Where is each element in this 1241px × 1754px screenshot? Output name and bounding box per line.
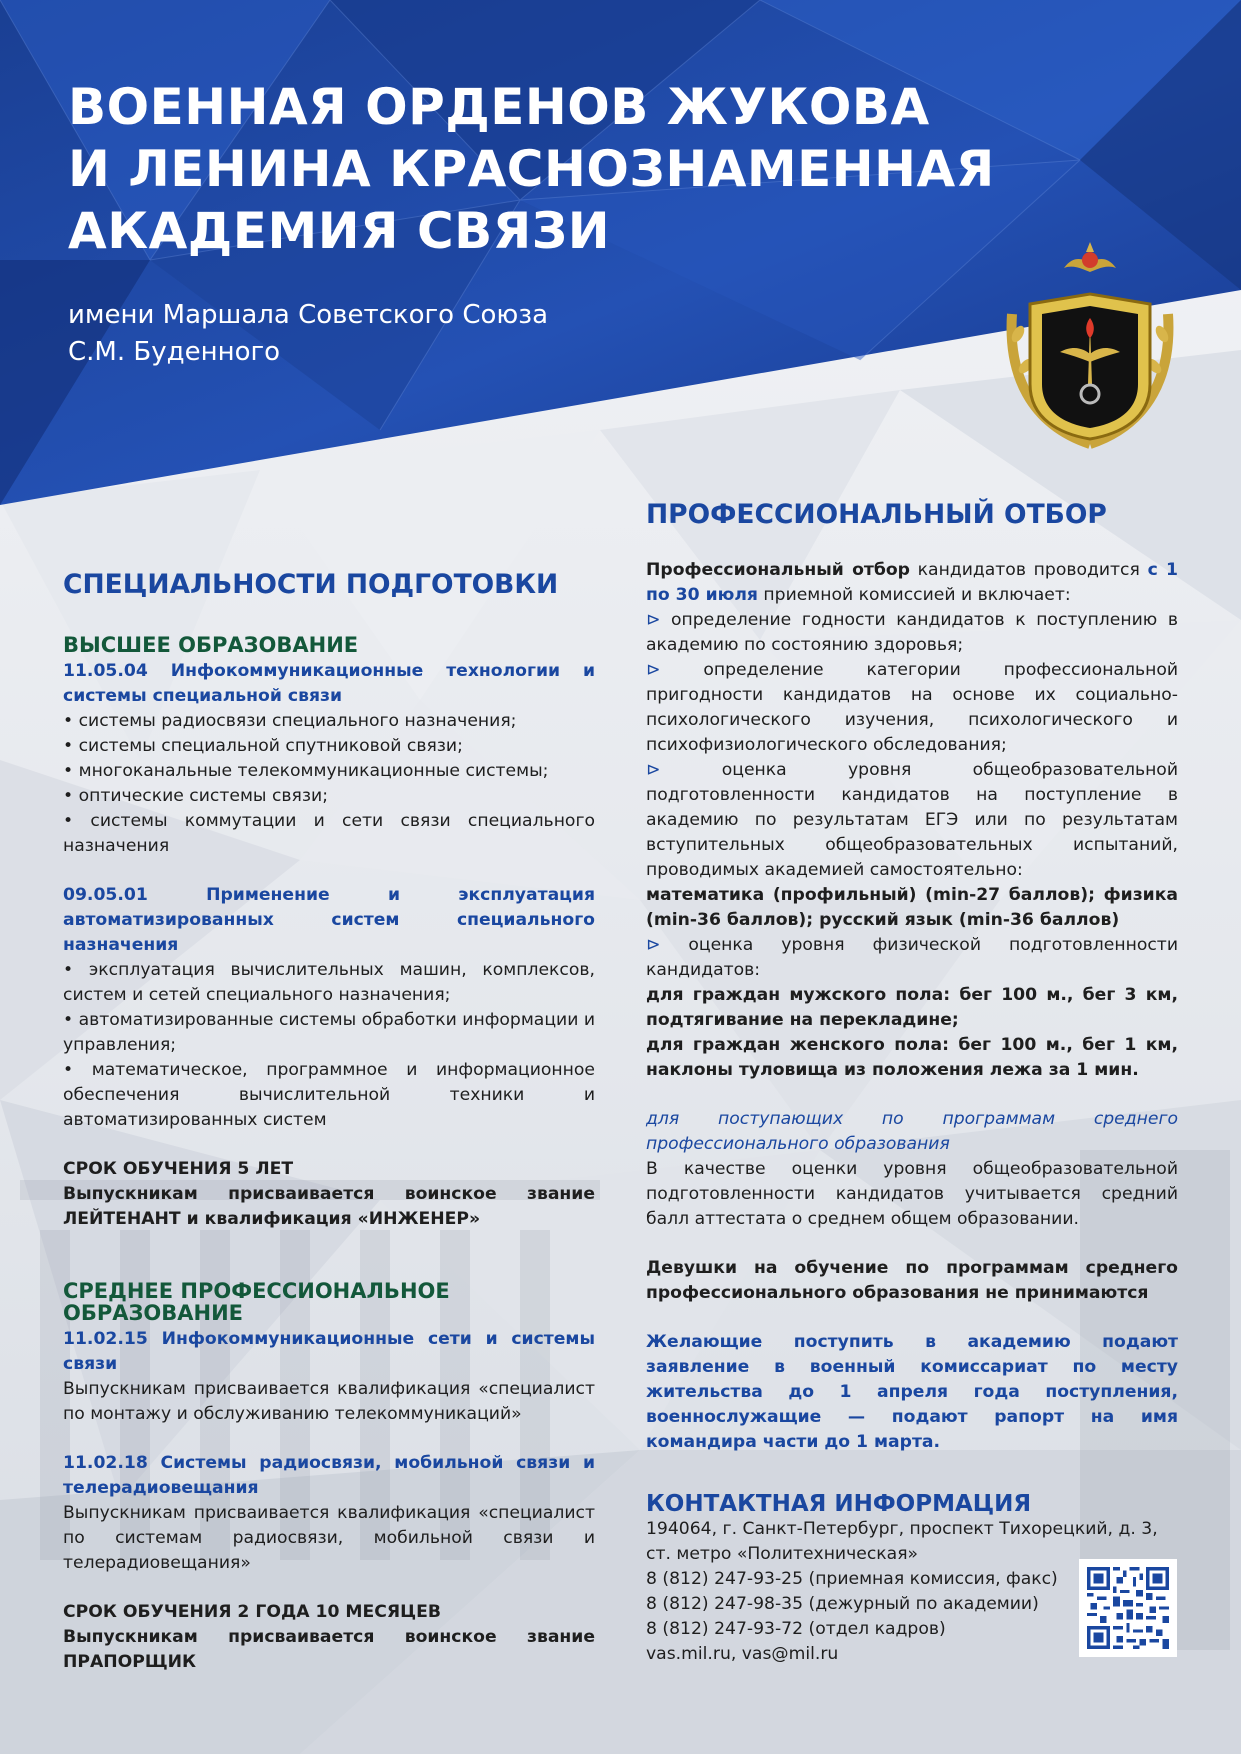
- specialty-11-02-15-text: Выпускникам присваивается квалификация «специалист по монтажу и обслуживанию телекоммуникаций»: [63, 1379, 595, 1424]
- arrow-right-icon: ⊳: [646, 610, 661, 630]
- specialties-column: [63, 568, 595, 1675]
- selection-exams: математика (профильный) (min-27 баллов); физика (min-36 баллов); русский язык (min-36 баллов): [646, 885, 1178, 930]
- selection-column: [646, 498, 1178, 1667]
- selection-item-physical: ⊳ оценка уровня физической подготовленности кандидатов:: [646, 935, 1178, 980]
- selection-title: ПРОФЕССИОНАЛЬНЫЙ ОТБОР: [646, 499, 1107, 530]
- specialty-11-02-15-title: 11.02.15 Инфокоммуникационные сети и системы связи: [63, 1329, 595, 1374]
- application-notice: Желающие поступить в академию подают заявление в военный комиссариат по месту жительства до 1 апреля года поступления, военнослужащие — подают рапорт на имя командира части до 1 марта.: [646, 1332, 1178, 1452]
- contacts-phone-duty: 8 (812) 247-98-35 (дежурный по академии): [646, 1594, 1039, 1614]
- list-item: • многоканальные телекоммуникационные системы;: [63, 761, 549, 781]
- selection-item-education: ⊳ оценка уровня общеобразовательной подготовленности кандидатов на поступление в академию по результатам ЕГЭ или по результатам вступительных общеобразовательных испытаний, проводимых академией самостоятельно:: [646, 760, 1178, 880]
- specialty-09-05-01-list: [63, 958, 595, 1133]
- arrow-right-icon: ⊳: [646, 660, 661, 680]
- secondary-graduates: Выпускникам присваивается воинское звание ПРАПОРЩИК: [63, 1627, 595, 1672]
- physical-male: для граждан мужского пола: бег 100 м., бег 3 км, подтягивание на перекладине;: [646, 985, 1178, 1030]
- secondary-heading-line-2: ОБРАЗОВАНИЕ: [63, 1301, 244, 1325]
- list-item: • эксплуатация вычислительных машин, комплексов, систем и сетей специального назначения;: [63, 960, 595, 1005]
- title-line-1: ВОЕННАЯ ОРДЕНОВ ЖУКОВА: [68, 78, 930, 136]
- physical-female: для граждан женского пола: бег 100 м., бег 1 км, наклоны туловища из положения лежа за 1 мин.: [646, 1035, 1178, 1080]
- specialty-09-05-01-title: 09.05.01 Применение и эксплуатация автоматизированных систем специального назначения: [63, 885, 595, 955]
- arrow-right-icon: ⊳: [646, 760, 661, 780]
- girls-notice: Девушки на обучение по программам среднего профессионального образования не принимаются: [646, 1258, 1178, 1303]
- selection-dates: с 1 по 30 июля: [646, 560, 1178, 605]
- selection-intro: [646, 558, 1178, 608]
- academy-subtitle: [68, 297, 688, 371]
- list-item: • системы радиосвязи специального назначения;: [63, 711, 517, 731]
- specialty-11-02-18-text: Выпускникам присваивается квалификация «специалист по системам радиосвязи, мобильной связи и телерадиовещания»: [63, 1503, 595, 1573]
- title-line-2: И ЛЕНИНА КРАСНОЗНАМЕННАЯ: [68, 140, 995, 198]
- specialty-11-05-04-title: 11.05.04 Инфокоммуникационные технологии и системы специальной связи: [63, 661, 595, 706]
- selection-intro-mid: кандидатов проводится: [909, 560, 1148, 580]
- academy-title: [68, 76, 1088, 262]
- higher-graduates: Выпускникам присваивается воинское звание ЛЕЙТЕНАНТ и квалификация «ИНЖЕНЕР»: [63, 1184, 595, 1229]
- list-item: • системы специальной спутниковой связи;: [63, 736, 463, 756]
- subtitle-line-1: имени Маршала Советского Союза: [68, 300, 549, 330]
- secondary-heading-line-1: СРЕДНЕЕ ПРОФЕССИОНАЛЬНОЕ: [63, 1279, 450, 1303]
- secondary-education-heading: [63, 1280, 595, 1324]
- spo-heading: для поступающих по программам среднего профессионального образования: [646, 1109, 1178, 1154]
- spo-text: В качестве оценки уровня общеобразовательной подготовленности кандидатов учитывается средний балл аттестата о среднем общем образовании.: [646, 1159, 1178, 1229]
- contacts-address-2: ст. метро «Политехническая»: [646, 1544, 919, 1564]
- specialty-11-02-18-title: 11.02.18 Системы радиосвязи, мобильной связи и телерадиовещания: [63, 1453, 595, 1498]
- contacts-title: КОНТАКТНАЯ ИНФОРМАЦИЯ: [646, 1491, 1032, 1517]
- list-item: • оптические системы связи;: [63, 786, 328, 806]
- contacts-address-1: 194064, г. Санкт-Петербург, проспект Тихорецкий, д. 3,: [646, 1519, 1158, 1539]
- specialties-title: СПЕЦИАЛЬНОСТИ ПОДГОТОВКИ: [63, 569, 559, 600]
- secondary-term: СРОК ОБУЧЕНИЯ 2 ГОДА 10 МЕСЯЦЕВ: [63, 1602, 441, 1622]
- title-line-3: АКАДЕМИЯ СВЯЗИ: [68, 202, 611, 260]
- selection-item-health: ⊳ определение годности кандидатов к поступлению в академию по состоянию здоровья;: [646, 610, 1178, 655]
- selection-intro-bold: Профессиональный отбор: [646, 560, 910, 580]
- list-item: • математическое, программное и информационное обеспечения вычислительной техники и автоматизированных систем: [63, 1060, 595, 1130]
- selection-intro-end: приемной комиссией и включает:: [757, 585, 1071, 605]
- selection-item-psychology: ⊳ определение категории профессиональной пригодности кандидатов на основе их социально-психологического изучения, психологического и психофизиологического обследования;: [646, 660, 1178, 755]
- arrow-right-icon: ⊳: [646, 935, 661, 955]
- higher-term: СРОК ОБУЧЕНИЯ 5 ЛЕТ: [63, 1159, 294, 1179]
- higher-education-heading: ВЫСШЕЕ ОБРАЗОВАНИЕ: [63, 633, 359, 657]
- list-item: • автоматизированные системы обработки информации и управления;: [63, 1010, 596, 1055]
- specialty-11-05-04-list: [63, 709, 595, 859]
- list-item: • системы коммутации и сети связи специального назначения: [63, 811, 595, 856]
- academy-emblem-icon: [1000, 234, 1180, 460]
- subtitle-line-2: С.М. Буденного: [68, 337, 281, 367]
- contacts-phone-hr: 8 (812) 247-93-72 (отдел кадров): [646, 1619, 946, 1639]
- contacts-phone-admissions: 8 (812) 247-93-25 (приемная комиссия, факс): [646, 1569, 1058, 1589]
- contacts-web-email[interactable]: vas.mil.ru, vas@mil.ru: [646, 1644, 839, 1664]
- qr-code-icon[interactable]: [1079, 1559, 1177, 1657]
